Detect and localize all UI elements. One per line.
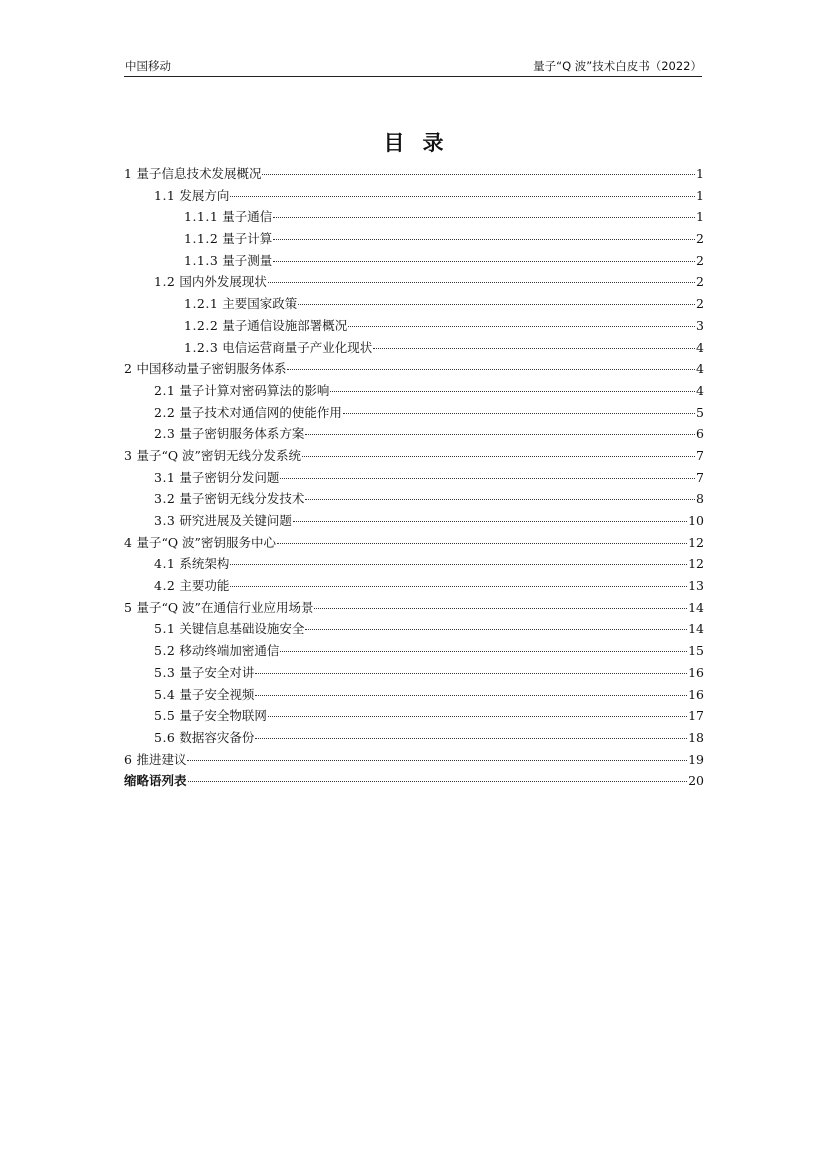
toc-dot-leader [314,608,687,609]
toc-entry-text: 发展方向 [179,187,230,203]
toc-entry-number: 1.2.2 [184,317,219,333]
toc-entry[interactable] [124,510,704,532]
toc-entry[interactable] [124,770,704,792]
toc-dot-leader [273,239,695,240]
table-of-contents [124,163,704,792]
toc-entry[interactable] [124,271,704,293]
toc-page-number: 20 [688,773,704,789]
toc-entry-number: 1.1.1 [184,209,219,225]
toc-entry-text: 量子密钥服务体系方案 [179,426,305,442]
toc-entry-number: 5 [124,599,133,615]
toc-entry-text: 量子安全视频 [179,686,255,702]
toc-page-number: 7 [696,447,704,463]
toc-entry-text: 国内外发展现状 [179,274,267,290]
toc-entry-text: 量子技术对通信网的使能作用 [179,404,342,420]
toc-entry[interactable] [124,575,704,597]
toc-entry-text: 数据容灾备份 [179,729,255,745]
toc-entry-text: 主要功能 [179,578,230,594]
toc-entry[interactable] [124,380,704,402]
toc-entry-number: 4 [124,534,133,550]
toc-page-number: 19 [688,751,704,767]
toc-dot-leader [187,760,687,761]
toc-dot-leader [230,586,687,587]
toc-entry-number: 2.2 [154,404,176,420]
toc-page-number: 2 [696,252,704,268]
toc-page-number: 17 [688,708,704,724]
toc-entry-number: 5.5 [154,708,176,724]
toc-entry[interactable] [124,423,704,445]
toc-page-number: 14 [688,599,704,615]
toc-entry-text: 量子计算 [222,231,273,247]
toc-entry-number: 1 [124,166,133,181]
toc-entry[interactable] [124,445,704,467]
toc-entry-number: 2.1 [154,382,176,398]
toc-entry-text: 关键信息基础设施安全 [179,621,305,637]
toc-entry-number: 1.2.3 [184,339,219,355]
toc-page-number: 15 [688,643,704,659]
toc-dot-leader [273,261,695,262]
toc-entry-number: 6 [124,751,133,767]
toc-entry[interactable] [124,337,704,359]
toc-entry-number: 1.1.3 [184,252,219,268]
toc-page-number: 7 [696,469,704,485]
toc-entry[interactable] [124,597,704,619]
toc-entry-number: 3.1 [154,469,176,485]
toc-entry[interactable] [124,293,704,315]
toc-entry[interactable] [124,488,704,510]
toc-entry-text: 移动终端加密通信 [179,643,280,659]
toc-page-number: 2 [696,274,704,290]
toc-entry[interactable] [124,705,704,727]
toc-entry-number: 3.3 [154,513,176,528]
toc-entry-text: 量子信息技术发展概况 [136,166,262,181]
toc-dot-leader [287,369,695,370]
toc-entry-number: 5.3 [154,664,176,680]
toc-page-number: 1 [696,166,704,181]
toc-entry[interactable] [124,206,704,228]
toc-dot-leader [255,695,687,696]
toc-page-number: 12 [688,534,704,550]
toc-title: 目录 [383,131,462,155]
toc-entry[interactable] [124,532,704,554]
page-header [124,56,702,77]
toc-page-number: 6 [696,426,704,442]
toc-entry[interactable] [124,749,704,771]
toc-entry-text: 量子“Q 波”密钥无线分发系统 [136,447,301,463]
toc-entry[interactable] [124,185,704,207]
toc-page-number: 16 [688,686,704,702]
toc-dot-leader [255,738,687,739]
header-organization: 中国移动 [125,59,171,73]
toc-dot-leader [262,174,695,175]
toc-entry-text: 缩略语列表 [124,773,187,789]
toc-entry-text: 量子密钥无线分发技术 [179,491,305,507]
toc-entry[interactable] [124,727,704,749]
toc-entry-text: 量子通信 [222,209,273,225]
toc-entry-text: 量子密钥分发问题 [179,469,280,485]
toc-entry[interactable] [124,684,704,706]
toc-dot-leader [305,499,695,500]
toc-entry[interactable] [124,250,704,272]
toc-entry-number: 5.2 [154,643,176,659]
toc-entry[interactable] [124,467,704,489]
toc-entry-text: 量子安全物联网 [179,708,267,724]
toc-entry-number: 5.4 [154,686,176,702]
toc-entry-number: 1.1 [154,187,176,203]
toc-entry-text: 研究进展及关键问题 [179,513,292,528]
toc-entry-text: 量子通信设施部署概况 [222,317,348,333]
toc-entry-number: 5.1 [154,621,176,637]
toc-page-number: 12 [688,556,704,572]
toc-entry-number: 4.1 [154,556,176,572]
toc-page-number: 5 [696,404,704,420]
toc-entry-text: 量子计算对密码算法的影响 [179,382,330,398]
toc-page-number: 1 [696,187,704,203]
toc-dot-leader [188,781,688,782]
toc-dot-leader [273,217,695,218]
toc-dot-leader [280,478,695,479]
toc-dot-leader [293,521,687,522]
toc-entry-number: 1.2 [154,274,176,290]
toc-page-number: 3 [696,317,704,333]
toc-page-number: 2 [696,296,704,312]
toc-dot-leader [302,456,695,457]
toc-entry[interactable] [124,618,704,640]
toc-dot-leader [230,196,695,197]
toc-entry[interactable] [124,402,704,424]
toc-page-number: 8 [696,491,704,507]
toc-dot-leader [348,326,695,327]
toc-entry-number: 3 [124,447,133,463]
toc-entry[interactable] [124,315,704,337]
toc-entry-number: 3.2 [154,491,176,507]
toc-entry-text: 量子安全对讲 [179,664,255,680]
toc-dot-leader [330,391,695,392]
toc-dot-leader [255,673,687,674]
toc-entry-text: 量子测量 [222,252,273,268]
toc-entry-number: 2 [124,361,133,377]
toc-entry[interactable] [124,358,704,380]
toc-entry-number: 1.2.1 [184,296,219,312]
toc-entry-text: 主要国家政策 [222,296,298,312]
toc-dot-leader [277,543,687,544]
toc-entry[interactable] [124,163,704,185]
toc-dot-leader [298,304,695,305]
toc-entry[interactable] [124,553,704,575]
toc-entry-text: 量子“Q 波”密钥服务中心 [136,534,276,550]
toc-page-number: 2 [696,231,704,247]
toc-entry-text: 系统架构 [179,556,230,572]
toc-dot-leader [343,413,695,414]
toc-page-number: 10 [688,513,704,528]
toc-page-number: 14 [688,621,704,637]
toc-entry[interactable] [124,640,704,662]
toc-page-number: 4 [696,382,704,398]
toc-entry-text: 推进建议 [136,751,187,767]
toc-dot-leader [230,564,687,565]
toc-dot-leader [305,629,687,630]
toc-entry-text: 电信运营商量子产业化现状 [222,339,373,355]
toc-entry[interactable] [124,228,704,250]
toc-dot-leader [268,716,687,717]
toc-page-number: 1 [696,209,704,225]
toc-entry-text: 中国移动量子密钥服务体系 [136,361,287,377]
toc-dot-leader [280,651,687,652]
toc-dot-leader [305,434,695,435]
toc-entry-text: 量子“Q 波”在通信行业应用场景 [136,599,314,615]
toc-page-number: 18 [688,729,704,745]
header-document-title: 量子“Q 波”技术白皮书（2022） [533,59,702,73]
toc-page-number: 13 [688,578,704,594]
toc-dot-leader [373,348,695,349]
toc-entry-number: 5.6 [154,729,176,745]
toc-entry-number: 4.2 [154,578,176,594]
toc-entry[interactable] [124,662,704,684]
toc-page-number: 16 [688,664,704,680]
toc-dot-leader [268,282,695,283]
toc-page-number: 4 [696,361,704,377]
toc-entry-number: 2.3 [154,426,176,442]
toc-page-number: 4 [696,339,704,355]
toc-entry-number: 1.1.2 [184,231,219,247]
